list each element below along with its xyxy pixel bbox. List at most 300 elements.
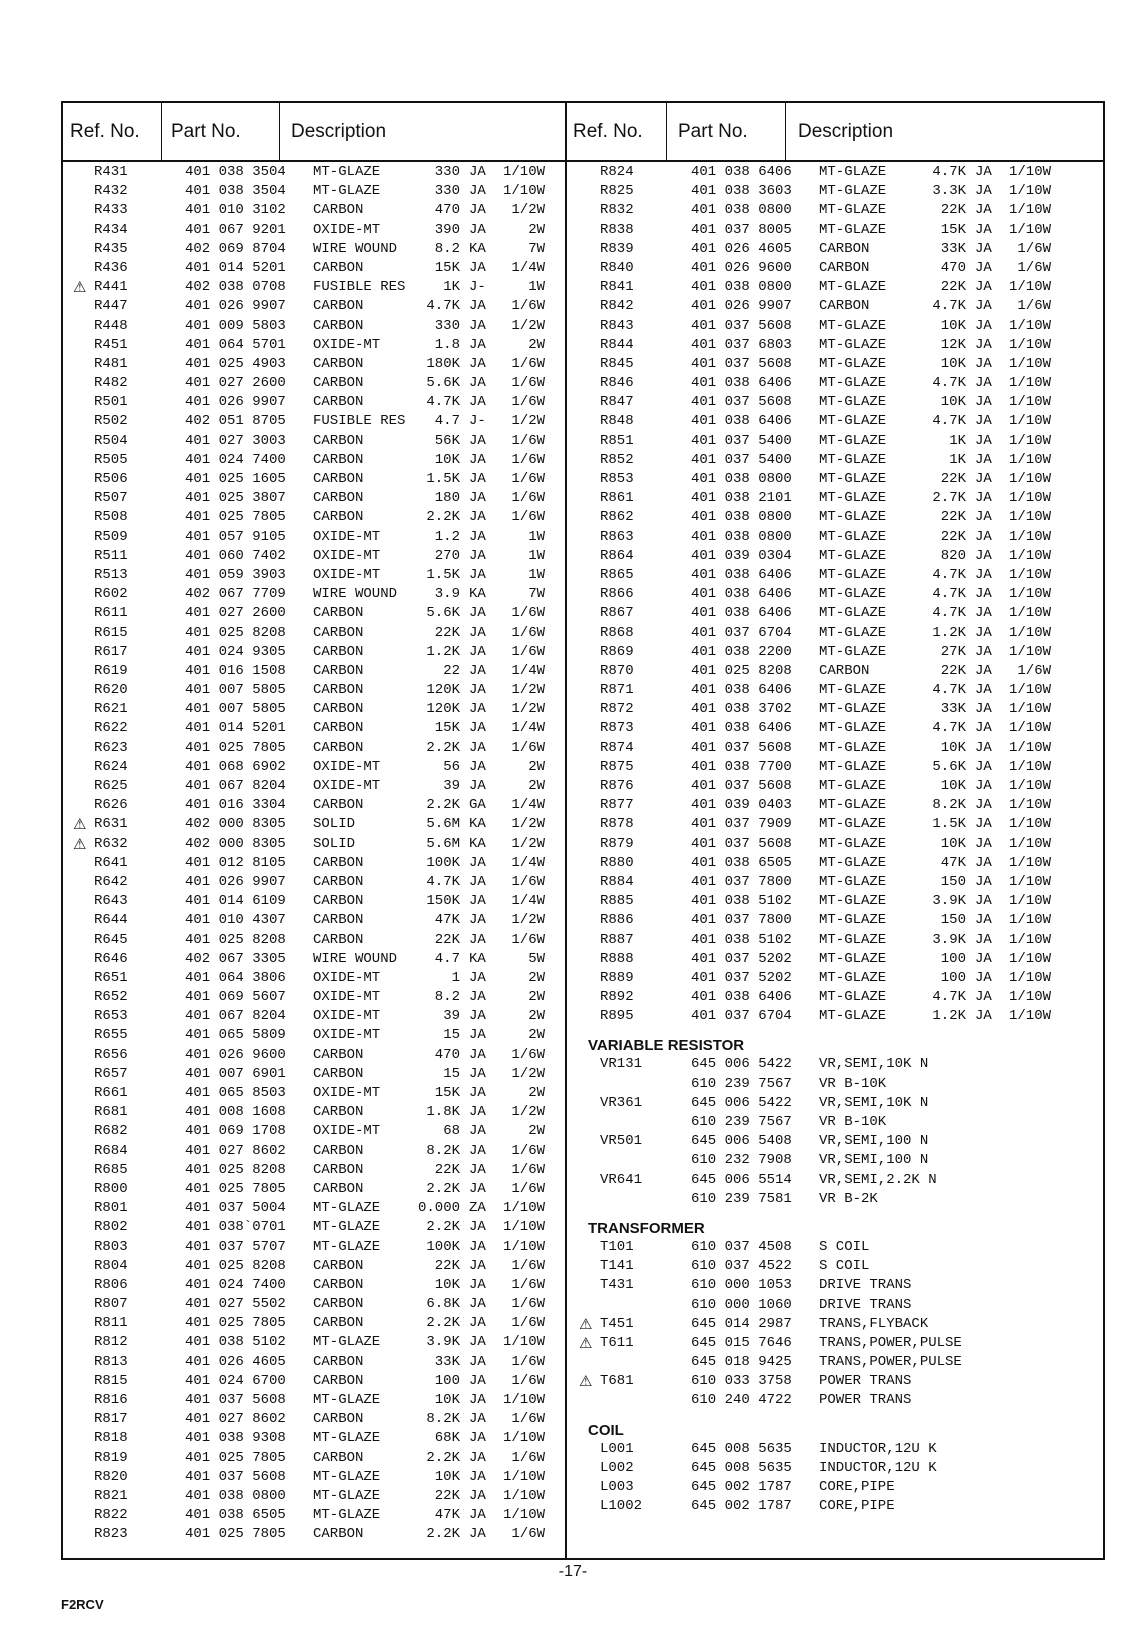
description: CARBON (313, 1526, 364, 1543)
ref-number: R507 (94, 490, 128, 507)
table-row (63, 1161, 563, 1180)
tolerance: JA (469, 1315, 486, 1332)
ref-number: R822 (94, 1507, 128, 1524)
ref-number: R501 (94, 394, 128, 411)
description: MT-GLAZE (313, 1392, 381, 1408)
tolerance: JA (975, 490, 992, 507)
section-heading: TRANSFORMER (588, 1219, 705, 1237)
tolerance: JA (975, 471, 992, 487)
part-number: 401 059 3903 (185, 566, 286, 583)
ref-number: R817 (94, 1411, 128, 1428)
part-number: 402 051 8705 (185, 413, 286, 430)
ref-number: R611 (94, 605, 128, 622)
ref-number: R513 (94, 566, 128, 583)
warning-triangle-icon: ⚠ (73, 815, 86, 834)
tolerance: JA (469, 1180, 486, 1197)
part-number: 610 037 4522 (691, 1258, 792, 1275)
description: CARBON (313, 509, 364, 526)
ref-number: R866 (600, 586, 634, 603)
part-number: 401 027 8602 (185, 1411, 286, 1428)
ref-number: R887 (600, 931, 634, 948)
part-number: 401 025 7805 (185, 739, 286, 756)
part-number: 401 037 5202 (691, 950, 792, 967)
tolerance: JA (975, 451, 992, 468)
part-number: 401 026 4605 (185, 1353, 286, 1370)
value: 4.7K (932, 682, 966, 699)
wattage: 1/10W (1008, 605, 1051, 622)
description: CARBON (313, 451, 364, 468)
tolerance: JA (975, 298, 992, 315)
wattage: 1/10W (502, 1219, 545, 1236)
table-row (569, 547, 1105, 566)
table-row (569, 931, 1105, 950)
wattage: 1W (528, 547, 545, 564)
ref-number: R863 (600, 528, 634, 545)
description: CARBON (313, 1353, 364, 1370)
wattage: 1/10W (1008, 969, 1051, 986)
description: CARBON (313, 471, 364, 487)
wattage: 1/2W (511, 1104, 545, 1121)
tolerance: JA (469, 1411, 486, 1428)
ref-number: R661 (94, 1085, 128, 1101)
ref-number: R807 (94, 1296, 128, 1313)
tolerance: JA (975, 816, 992, 833)
ref-number: VR361 (600, 1094, 643, 1111)
part-number: 401 069 1708 (185, 1123, 286, 1140)
value: 22K (940, 509, 966, 526)
description: MT-GLAZE (819, 509, 887, 526)
ref-number: R626 (94, 797, 128, 814)
wattage: 1/10W (1008, 221, 1051, 238)
description: MT-GLAZE (819, 528, 887, 545)
warning-triangle-icon: ⚠ (579, 1333, 592, 1352)
part-number: 401 038 6406 (691, 375, 792, 392)
description: CARBON (313, 643, 364, 660)
description: OXIDE-MT (313, 989, 381, 1006)
value: 150 (940, 873, 966, 890)
description: MT-GLAZE (819, 471, 887, 487)
tolerance: JA (975, 682, 992, 699)
table-row (569, 1334, 1105, 1353)
tolerance: JA (469, 432, 486, 449)
tolerance: JA (469, 375, 486, 392)
table-row (569, 719, 1105, 738)
tolerance: JA (469, 183, 486, 200)
tolerance: JA (975, 413, 992, 430)
table-row (63, 1257, 563, 1276)
value: 4.7K (426, 873, 460, 890)
value: 47K (434, 1507, 460, 1524)
value: 10K (940, 835, 966, 852)
table-row (63, 547, 563, 566)
ref-number: T141 (600, 1258, 634, 1275)
ref-number: VR641 (600, 1171, 643, 1188)
table-row (569, 393, 1105, 412)
ref-number: R801 (94, 1200, 128, 1217)
tolerance: JA (469, 1257, 486, 1274)
description: MT-GLAZE (819, 336, 887, 353)
tolerance: JA (975, 720, 992, 737)
value: 4.7K (426, 298, 460, 315)
value: 8.2K (426, 1411, 460, 1428)
value: 22K (940, 471, 966, 487)
description: OXIDE-MT (313, 336, 381, 353)
part-number: 401 027 2600 (185, 605, 286, 622)
description: MT-GLAZE (819, 989, 887, 1006)
part-number: 401 060 7402 (185, 547, 286, 564)
wattage: 2W (528, 778, 545, 794)
part-number: 401 068 6902 (185, 758, 286, 775)
table-row (63, 931, 563, 950)
ref-number: R880 (600, 854, 634, 871)
ref-number: R884 (600, 873, 634, 890)
value: 3.9K (932, 931, 966, 948)
part-number: 401 037 5608 (691, 355, 792, 372)
wattage: 1/6W (511, 451, 545, 468)
tolerance: JA (469, 355, 486, 372)
ref-number: R875 (600, 758, 634, 775)
value: 470 (434, 1046, 460, 1063)
value: 3.9 (434, 586, 460, 603)
ref-number: R867 (600, 605, 634, 622)
tolerance: JA (975, 835, 992, 852)
wattage: 5W (528, 950, 545, 967)
tolerance: JA (469, 221, 486, 238)
value: 10K (940, 394, 966, 411)
table-row (569, 1055, 1105, 1074)
header-desc-left: Description (291, 121, 387, 142)
tolerance: KA (469, 835, 486, 852)
part-number: 401 037 5202 (691, 969, 792, 986)
description: CARBON (313, 1449, 364, 1466)
part-number: 401 007 5805 (185, 682, 286, 699)
table-row (63, 1314, 563, 1333)
tolerance: JA (469, 547, 486, 564)
wattage: 1/10W (1008, 835, 1051, 852)
table-row (569, 911, 1105, 930)
ref-number: R864 (600, 547, 634, 564)
ref-number: R862 (600, 509, 634, 526)
table-row (569, 432, 1105, 451)
value: 56 (443, 758, 460, 775)
description: MT-GLAZE (819, 279, 887, 296)
ref-number: R843 (600, 317, 634, 334)
wattage: 1/10W (1008, 950, 1051, 967)
part-number: 401 038 0800 (691, 528, 792, 545)
value: 270 (434, 547, 460, 564)
tolerance: JA (469, 758, 486, 775)
wattage: 1/10W (1008, 471, 1051, 487)
value: 820 (940, 547, 966, 564)
description: VR,SEMI,100 N (819, 1133, 929, 1150)
table-row (63, 1046, 563, 1065)
table-row (569, 1478, 1105, 1497)
part-number: 401 025 3807 (185, 490, 286, 507)
description: MT-GLAZE (819, 164, 887, 180)
value: 1.2K (932, 624, 966, 641)
part-number: 645 002 1787 (691, 1479, 792, 1495)
tolerance: JA (469, 1507, 486, 1524)
table-row (63, 1487, 563, 1506)
ref-number: R644 (94, 912, 128, 929)
part-number: 401 038 6406 (691, 586, 792, 603)
part-number: 401 067 8204 (185, 1008, 286, 1025)
header-ref-right: Ref. No. (573, 121, 643, 142)
ref-number: R441 (94, 279, 128, 296)
ref-number: R844 (600, 336, 634, 353)
table-row (63, 1372, 563, 1391)
description: CARBON (313, 202, 364, 219)
value: 4.7K (932, 298, 966, 315)
table-row (63, 470, 563, 489)
wattage: 1/6W (511, 1161, 545, 1178)
part-number: 401 025 7805 (185, 1449, 286, 1466)
header-divider (666, 103, 667, 160)
tolerance: KA (469, 586, 486, 603)
table-row (63, 451, 563, 470)
ref-number: R839 (600, 240, 634, 257)
description: MT-GLAZE (819, 854, 887, 871)
ref-number: R845 (600, 355, 634, 372)
ref-number: R615 (94, 624, 128, 641)
description: MT-GLAZE (819, 183, 887, 200)
ref-number: R848 (600, 413, 634, 430)
wattage: 1/2W (511, 1065, 545, 1082)
wattage: 2W (528, 1027, 545, 1044)
value: 330 (434, 317, 460, 334)
description: MT-GLAZE (313, 1334, 381, 1351)
table-row (63, 508, 563, 527)
description: MT-GLAZE (819, 317, 887, 334)
table-row (63, 1238, 563, 1257)
description: CARBON (313, 1276, 364, 1293)
tolerance: JA (975, 1008, 992, 1025)
wattage: 1/10W (1008, 451, 1051, 468)
value: 2.2K (426, 797, 460, 814)
wattage: 2W (528, 1123, 545, 1140)
wattage: 1/10W (502, 164, 545, 180)
ref-number: R892 (600, 989, 634, 1006)
part-number: 401 010 3102 (185, 202, 286, 219)
value: 4.7K (932, 566, 966, 583)
tolerance: J- (469, 413, 486, 430)
tolerance: JA (975, 202, 992, 219)
table-row (63, 355, 563, 374)
description: OXIDE-MT (313, 1123, 381, 1140)
description: WIRE WOUND (313, 586, 398, 603)
table-row (63, 758, 563, 777)
part-number: 401 038 7700 (691, 758, 792, 775)
tolerance: JA (469, 912, 486, 929)
table-row (569, 1171, 1105, 1190)
table-row (569, 1257, 1105, 1276)
part-number: 401 037 6704 (691, 1008, 792, 1025)
tolerance: JA (975, 355, 992, 372)
value: 22 (443, 662, 460, 679)
description: MT-GLAZE (313, 1430, 381, 1447)
part-number: 402 000 8305 (185, 816, 286, 833)
part-number: 401 037 5608 (691, 317, 792, 334)
ref-number: R685 (94, 1161, 128, 1178)
tolerance: GA (469, 797, 486, 814)
description: INDUCTOR,12U K (819, 1459, 937, 1476)
wattage: 1/2W (511, 835, 545, 852)
tolerance: JA (469, 720, 486, 737)
table-row (569, 1238, 1105, 1257)
description: CORE,PIPE (819, 1498, 895, 1515)
part-number: 401 027 3003 (185, 432, 286, 449)
wattage: 1/10W (1008, 355, 1051, 372)
description: VR,SEMI,2.2K N (819, 1171, 937, 1188)
ref-number: R632 (94, 835, 128, 852)
tolerance: JA (975, 183, 992, 200)
table-row (63, 1333, 563, 1352)
part-number: 401 025 4903 (185, 355, 286, 372)
value: 4.7 (434, 950, 460, 967)
description: OXIDE-MT (313, 758, 381, 775)
wattage: 1/4W (511, 259, 545, 276)
tolerance: JA (469, 701, 486, 718)
ref-number: R824 (600, 164, 634, 180)
part-number: 610 037 4508 (691, 1238, 792, 1255)
part-number: 401 037 5400 (691, 432, 792, 449)
value: 10K (434, 1392, 460, 1408)
value: 100K (426, 1238, 460, 1255)
tolerance: JA (469, 1219, 486, 1236)
table-row (63, 969, 563, 988)
description: MT-GLAZE (819, 1008, 887, 1025)
part-number: 645 006 5408 (691, 1133, 792, 1150)
warning-triangle-icon: ⚠ (73, 834, 86, 853)
tolerance: JA (469, 471, 486, 487)
ref-number: R645 (94, 931, 128, 948)
description: OXIDE-MT (313, 221, 381, 238)
tolerance: JA (469, 1296, 486, 1313)
wattage: 1/2W (511, 816, 545, 833)
description: MT-GLAZE (313, 164, 381, 180)
description: CORE,PIPE (819, 1479, 895, 1495)
ref-number: T101 (600, 1238, 634, 1255)
table-row (63, 221, 563, 240)
description: CARBON (313, 797, 364, 814)
tolerance: JA (975, 528, 992, 545)
table-row (63, 604, 563, 623)
warning-triangle-icon: ⚠ (579, 1314, 592, 1333)
ref-number: T451 (600, 1315, 634, 1332)
tolerance: JA (975, 950, 992, 967)
part-number: 610 240 4722 (691, 1392, 792, 1409)
wattage: 1/6W (511, 394, 545, 411)
description: S COIL (819, 1238, 870, 1255)
ref-number: R651 (94, 969, 128, 986)
wattage: 1/4W (511, 720, 545, 737)
wattage: 1/6W (511, 1257, 545, 1274)
part-number: 401 038 0800 (691, 471, 792, 487)
part-number: 401 037 8005 (691, 221, 792, 238)
tolerance: JA (469, 1238, 486, 1255)
wattage: 1/10W (1008, 893, 1051, 910)
part-number: 645 014 2987 (691, 1315, 792, 1332)
wattage: 1/6W (511, 1353, 545, 1370)
part-number: 401 037 7800 (691, 912, 792, 929)
ref-number: R821 (94, 1487, 128, 1504)
description: OXIDE-MT (313, 1008, 381, 1025)
value: 4.7 (434, 413, 460, 430)
part-number: 645 008 5635 (691, 1459, 792, 1476)
part-number: 610 239 7567 (691, 1114, 792, 1130)
part-number: 401 057 9105 (185, 528, 286, 545)
part-number: 401 007 5805 (185, 701, 286, 718)
part-number: 401 038 2101 (691, 490, 792, 507)
wattage: 1/6W (511, 471, 545, 487)
table-row (63, 1429, 563, 1448)
ref-number: L001 (600, 1440, 634, 1457)
table-row (569, 374, 1105, 393)
table-row (569, 643, 1105, 662)
left-column (63, 163, 563, 1545)
table-row (569, 777, 1105, 796)
wattage: 1/6W (511, 931, 545, 948)
table-row (569, 624, 1105, 643)
wattage: 1/6W (511, 605, 545, 622)
value: 22K (434, 1161, 460, 1178)
part-number: 401 026 9907 (185, 873, 286, 890)
value: 6.8K (426, 1296, 460, 1313)
table-row (63, 1026, 563, 1045)
wattage: 1/6W (511, 739, 545, 756)
wattage: 1/4W (511, 893, 545, 910)
tolerance: JA (975, 893, 992, 910)
tolerance: JA (469, 1468, 486, 1485)
ref-number: R642 (94, 873, 128, 890)
part-number: 401 037 6704 (691, 624, 792, 641)
table-row (63, 566, 563, 585)
wattage: 2W (528, 1008, 545, 1025)
value: 33K (940, 240, 966, 257)
table-row (63, 278, 563, 297)
wattage: 1/2W (511, 912, 545, 929)
wattage: 1/10W (502, 1468, 545, 1485)
tolerance: JA (469, 259, 486, 276)
value: 10K (434, 451, 460, 468)
wattage: 1/10W (1008, 279, 1051, 296)
value: 10K (434, 1276, 460, 1293)
wattage: 1/10W (1008, 854, 1051, 871)
part-number: 401 064 3806 (185, 969, 286, 986)
section-heading: COIL (588, 1421, 624, 1439)
table-row (63, 643, 563, 662)
tolerance: JA (975, 701, 992, 718)
table-row (63, 911, 563, 930)
tolerance: JA (469, 739, 486, 756)
ref-number: R657 (94, 1065, 128, 1082)
part-number: 401 038 5102 (691, 931, 792, 948)
tolerance: JA (975, 758, 992, 775)
tolerance: JA (975, 854, 992, 871)
description: OXIDE-MT (313, 528, 381, 545)
part-number: 401 025 1605 (185, 471, 286, 487)
part-number: 401 024 7400 (185, 451, 286, 468)
description: VR,SEMI,10K N (819, 1056, 929, 1073)
value: 120K (426, 701, 460, 718)
value: 4.7K (932, 413, 966, 430)
ref-number: T431 (600, 1277, 634, 1294)
table-row (569, 1497, 1105, 1516)
value: 8.2K (426, 1142, 460, 1159)
ref-number: R886 (600, 912, 634, 929)
value: 100 (434, 1372, 460, 1389)
table-row (63, 1142, 563, 1161)
